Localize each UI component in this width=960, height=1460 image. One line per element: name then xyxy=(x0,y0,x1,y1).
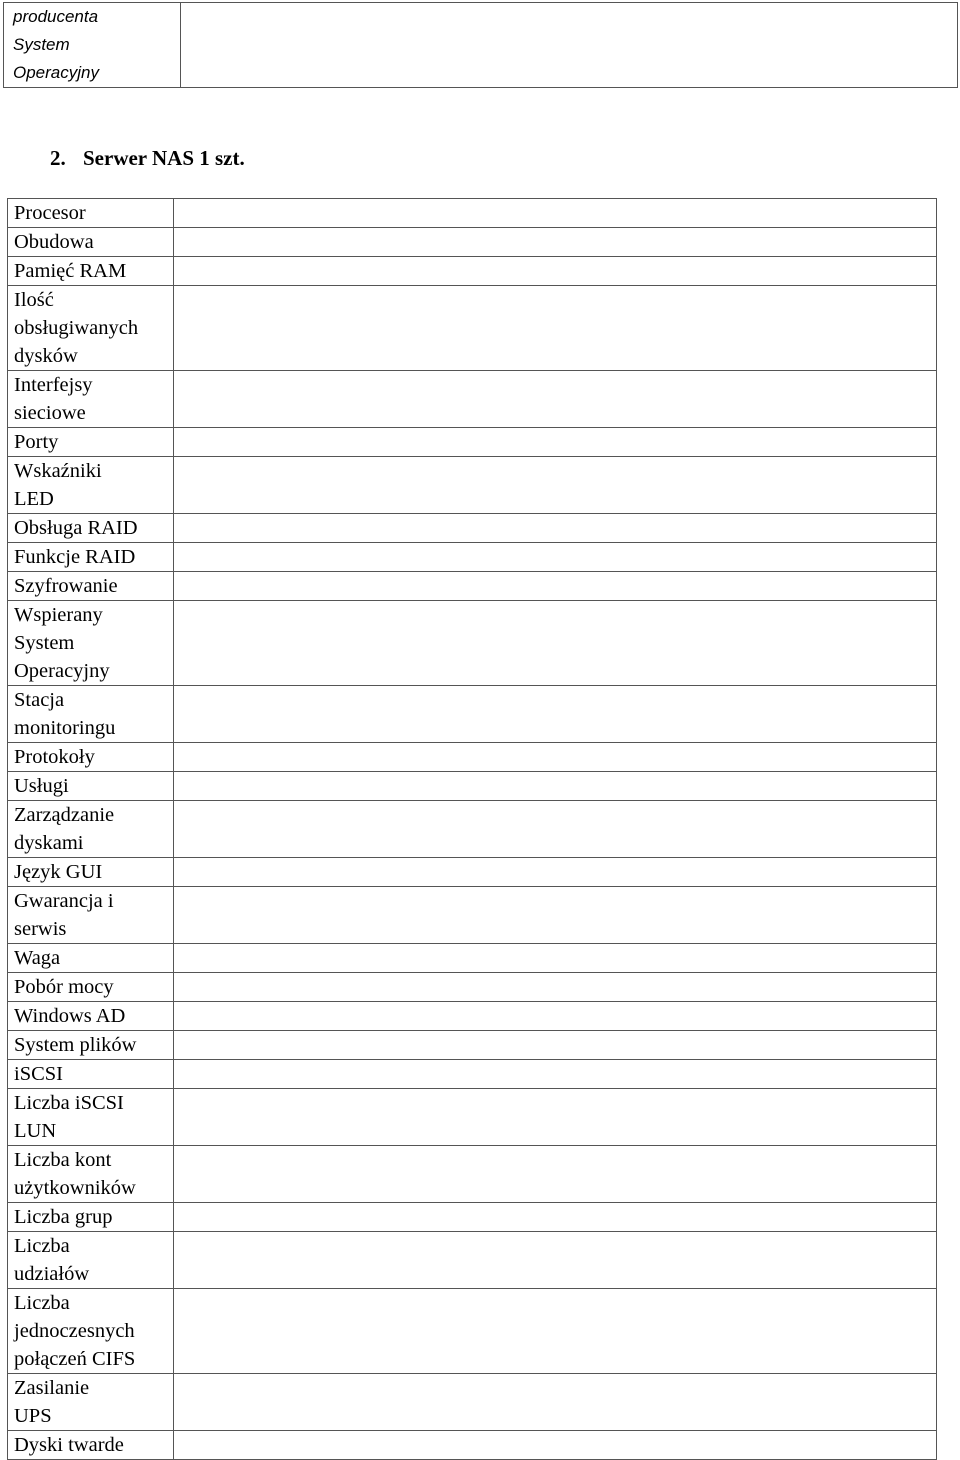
spec-label-cell xyxy=(8,1232,174,1289)
spec-value-cell[interactable] xyxy=(174,1431,937,1460)
spec-value-cell[interactable] xyxy=(174,572,937,601)
spec-label-cell xyxy=(8,601,174,686)
spec-label: Pobór mocy xyxy=(14,976,114,998)
spec-label-cell xyxy=(8,514,174,543)
spec-label-cell xyxy=(8,257,174,286)
spec-label-cell xyxy=(8,858,174,887)
spec-label: dysków xyxy=(14,345,78,367)
spec-label-cell xyxy=(8,199,174,228)
spec-label: Porty xyxy=(14,431,59,453)
spec-value-cell[interactable] xyxy=(174,1289,937,1374)
table-row xyxy=(8,1203,937,1232)
spec-label: obsługiwanych xyxy=(14,317,139,339)
spec-value-cell[interactable] xyxy=(174,257,937,286)
spec-label: połączeń CIFS xyxy=(14,1348,136,1370)
spec-label: Dyski twarde xyxy=(14,1434,124,1456)
spec-label: LED xyxy=(14,488,54,510)
spec-value-cell[interactable] xyxy=(174,1060,937,1089)
table-row xyxy=(8,944,937,973)
spec-label-cell xyxy=(8,572,174,601)
spec-label: UPS xyxy=(14,1405,52,1427)
spec-label: System xyxy=(13,35,70,54)
table-row xyxy=(8,257,937,286)
spec-label-cell xyxy=(8,973,174,1002)
table-row xyxy=(8,371,937,428)
spec-label: Protokoły xyxy=(14,746,95,768)
spec-value-cell[interactable] xyxy=(174,543,937,572)
nas-spec-table xyxy=(7,198,937,1460)
spec-label: sieciowe xyxy=(14,402,86,424)
spec-label: Procesor xyxy=(14,202,86,224)
spec-label: udziałów xyxy=(14,1263,90,1285)
table-row xyxy=(8,1431,937,1460)
spec-label: Usługi xyxy=(14,775,69,797)
spec-label: Język GUI xyxy=(14,861,103,883)
table-row xyxy=(8,572,937,601)
spec-label: Wskaźniki xyxy=(14,460,102,482)
spec-value-cell[interactable] xyxy=(174,743,937,772)
table-row xyxy=(8,1374,937,1431)
spec-value-cell[interactable] xyxy=(174,428,937,457)
spec-label-cell xyxy=(8,1089,174,1146)
spec-label: Zasilanie xyxy=(14,1377,90,1399)
spec-label-cell xyxy=(8,1431,174,1460)
spec-value-cell[interactable] xyxy=(174,514,937,543)
spec-value-cell[interactable] xyxy=(174,371,937,428)
table-row xyxy=(8,1002,937,1031)
spec-label-cell xyxy=(8,1002,174,1031)
table-row xyxy=(8,457,937,514)
section-heading xyxy=(50,143,245,173)
table-row xyxy=(8,743,937,772)
table-row xyxy=(8,601,937,686)
spec-label: System plików xyxy=(14,1034,137,1056)
spec-label-cell xyxy=(8,371,174,428)
spec-label: Waga xyxy=(14,947,61,969)
spec-label: producenta xyxy=(13,7,99,26)
table-row xyxy=(8,286,937,371)
spec-value-cell[interactable] xyxy=(174,1232,937,1289)
spec-value-cell[interactable] xyxy=(174,1002,937,1031)
spec-label: LUN xyxy=(14,1120,57,1142)
spec-value-cell[interactable] xyxy=(174,944,937,973)
table-row xyxy=(8,199,937,228)
spec-label-cell xyxy=(8,1289,174,1374)
spec-value-cell[interactable] xyxy=(174,601,937,686)
spec-label: Liczba kont xyxy=(14,1149,112,1171)
table-row xyxy=(8,887,937,944)
spec-label-cell xyxy=(8,1203,174,1232)
spec-label: iSCSI xyxy=(14,1063,63,1085)
spec-value-cell[interactable] xyxy=(174,228,937,257)
spec-label: Stacja xyxy=(14,689,65,711)
table-row xyxy=(8,1089,937,1146)
spec-label: Liczba iSCSI xyxy=(14,1092,124,1114)
continued-spec-table-body xyxy=(4,3,958,88)
table-row xyxy=(8,228,937,257)
spec-label-cell xyxy=(8,1374,174,1431)
spec-label: Obudowa xyxy=(14,231,94,253)
spec-value-cell[interactable] xyxy=(174,1203,937,1232)
spec-label: Operacyjny xyxy=(13,63,99,82)
spec-label-cell xyxy=(8,743,174,772)
spec-value-cell[interactable] xyxy=(174,199,937,228)
spec-value-cell[interactable] xyxy=(174,887,937,944)
spec-label-cell xyxy=(8,1146,174,1203)
section-number: 2. xyxy=(50,146,66,170)
spec-value-cell[interactable] xyxy=(174,1089,937,1146)
spec-label-cell xyxy=(4,3,181,88)
spec-label-cell xyxy=(8,801,174,858)
spec-label: Funkcje RAID xyxy=(14,546,136,568)
spec-value-cell[interactable] xyxy=(174,801,937,858)
spec-label: Wspierany xyxy=(14,604,103,626)
table-row xyxy=(8,1060,937,1089)
spec-value-cell[interactable] xyxy=(174,858,937,887)
table-row xyxy=(8,1146,937,1203)
table-row xyxy=(8,801,937,858)
table-row xyxy=(8,858,937,887)
spec-value-cell[interactable] xyxy=(174,772,937,801)
spec-label: Pamięć RAM xyxy=(14,260,127,282)
nas-spec-table-body xyxy=(8,199,937,1460)
table-row xyxy=(8,514,937,543)
spec-label: monitoringu xyxy=(14,717,116,739)
spec-label-cell xyxy=(8,1060,174,1089)
table-row xyxy=(4,3,958,88)
spec-label-cell xyxy=(8,944,174,973)
spec-label-cell xyxy=(8,428,174,457)
spec-label: Liczba grup xyxy=(14,1206,113,1228)
spec-label: Gwarancja i xyxy=(14,890,114,912)
spec-value-cell[interactable] xyxy=(174,1374,937,1431)
spec-label-cell xyxy=(8,457,174,514)
spec-label: Liczba xyxy=(14,1235,70,1257)
spec-label: Szyfrowanie xyxy=(14,575,118,597)
spec-label: Ilość xyxy=(14,289,54,311)
continued-spec-table xyxy=(3,2,958,88)
spec-label: Operacyjny xyxy=(14,660,110,682)
table-row xyxy=(8,973,937,1002)
spec-label: Obsługa RAID xyxy=(14,517,138,539)
spec-value-cell[interactable] xyxy=(174,457,937,514)
spec-label: Liczba xyxy=(14,1292,70,1314)
spec-label-cell xyxy=(8,228,174,257)
spec-label-cell xyxy=(8,686,174,743)
spec-label: Zarządzanie xyxy=(14,804,115,826)
spec-label: dyskami xyxy=(14,832,84,854)
table-row xyxy=(8,428,937,457)
table-row xyxy=(8,1289,937,1374)
spec-label: jednoczesnych xyxy=(14,1320,135,1342)
spec-value-cell[interactable] xyxy=(181,3,958,88)
spec-label-cell xyxy=(8,887,174,944)
table-row xyxy=(8,772,937,801)
table-row xyxy=(8,1031,937,1060)
section-title: Serwer NAS 1 szt. xyxy=(83,146,245,170)
spec-value-cell[interactable] xyxy=(174,973,937,1002)
spec-label-cell xyxy=(8,543,174,572)
table-row xyxy=(8,686,937,743)
spec-value-cell[interactable] xyxy=(174,1031,937,1060)
spec-value-cell[interactable] xyxy=(174,286,937,371)
spec-label-cell xyxy=(8,286,174,371)
spec-value-cell[interactable] xyxy=(174,686,937,743)
spec-label: serwis xyxy=(14,918,67,940)
spec-label-cell xyxy=(8,1031,174,1060)
table-row xyxy=(8,543,937,572)
spec-label: Windows AD xyxy=(14,1005,126,1027)
spec-label-cell xyxy=(8,772,174,801)
spec-value-cell[interactable] xyxy=(174,1146,937,1203)
spec-label: System xyxy=(14,632,75,654)
spec-label: użytkowników xyxy=(14,1177,136,1199)
table-row xyxy=(8,1232,937,1289)
spec-label: Interfejsy xyxy=(14,374,93,396)
